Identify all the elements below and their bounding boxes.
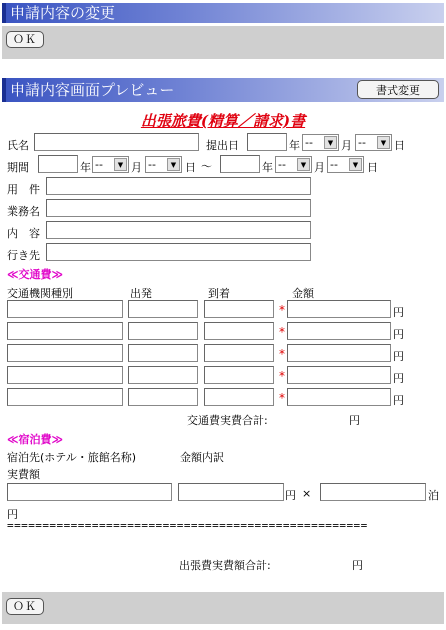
work-name-input[interactable] <box>46 199 311 217</box>
period-end-year-input[interactable] <box>220 155 260 173</box>
content-input[interactable] <box>46 221 311 239</box>
period-end-month-unit: 月 <box>314 161 325 174</box>
lodging-yen-label: 円 <box>285 489 296 502</box>
lodging-separator: =================================================== <box>7 519 368 532</box>
transport-amount-input[interactable] <box>287 344 391 362</box>
transport-section-title: ≪交通費≫ <box>7 268 64 281</box>
period-start-month-unit: 月 <box>131 161 142 174</box>
lodging-nights-input[interactable] <box>320 483 426 501</box>
purpose-label: 用 件 <box>7 183 40 196</box>
transport-header-amount: 金額 <box>292 287 314 300</box>
period-end-month-select[interactable]: -- ▼ <box>275 156 312 173</box>
lodging-unit-price-input[interactable] <box>178 483 284 501</box>
bottom-ok-button[interactable]: ＯＫ <box>6 598 44 615</box>
transport-yen-label: 円 <box>393 350 404 363</box>
transport-type-input[interactable] <box>7 344 123 362</box>
content-label: 内 容 <box>7 227 40 240</box>
grand-total-label: 出張費実費額合計: <box>179 559 271 572</box>
top-ok-button[interactable]: ＯＫ <box>6 31 44 48</box>
submit-day-unit: 日 <box>394 139 405 152</box>
required-mark: * <box>279 391 285 405</box>
submit-date-label: 提出日 <box>206 139 239 152</box>
lodging-nights-unit: 泊 <box>428 489 439 502</box>
required-mark: * <box>279 347 285 361</box>
transport-header-type: 交通機関種別 <box>7 287 73 300</box>
lodging-actual-label: 実費額 <box>7 468 40 481</box>
lodging-breakdown-label: 金額内訳 <box>180 451 224 464</box>
transport-arrival-input[interactable] <box>204 344 274 362</box>
transport-yen-label: 円 <box>393 372 404 385</box>
period-tilde: 〜 <box>201 160 212 173</box>
top-button-bar <box>2 26 444 59</box>
transport-yen-label: 円 <box>393 306 404 319</box>
period-start-month-select[interactable]: -- ▼ <box>92 156 129 173</box>
lodging-section-title: ≪宿泊費≫ <box>7 433 64 446</box>
change-request-title: 申請内容の変更 <box>10 4 116 22</box>
period-start-year-unit: 年 <box>80 161 91 174</box>
required-mark: * <box>279 325 285 339</box>
period-end-day-select[interactable]: -- ▼ <box>327 156 364 173</box>
submit-month-unit: 月 <box>341 139 352 152</box>
name-input[interactable] <box>34 133 199 151</box>
lodging-yen2-label: 円 <box>7 508 18 521</box>
period-end-day-unit: 日 <box>367 161 378 174</box>
work-name-label: 業務名 <box>7 205 40 218</box>
period-start-day-select[interactable]: -- ▼ <box>145 156 182 173</box>
transport-type-input[interactable] <box>7 366 123 384</box>
transport-departure-input[interactable] <box>128 366 198 384</box>
transport-type-input[interactable] <box>7 388 123 406</box>
lodging-times-label: × <box>302 487 312 500</box>
transport-yen-label: 円 <box>393 394 404 407</box>
transport-type-input[interactable] <box>7 300 123 318</box>
transport-arrival-input[interactable] <box>204 388 274 406</box>
transport-type-input[interactable] <box>7 322 123 340</box>
transport-header-departure: 出発 <box>130 287 152 300</box>
transport-arrival-input[interactable] <box>204 322 274 340</box>
lodging-place-input[interactable] <box>7 483 172 501</box>
transport-header-arrival: 到着 <box>208 287 230 300</box>
transport-departure-input[interactable] <box>128 344 198 362</box>
period-end-year-unit: 年 <box>262 161 273 174</box>
name-label: 氏名 <box>7 139 29 152</box>
transport-total-label: 交通費実費合計: <box>187 414 268 427</box>
transport-departure-input[interactable] <box>128 388 198 406</box>
bottom-button-bar <box>2 592 444 624</box>
transport-yen-label: 円 <box>393 328 404 341</box>
period-start-year-input[interactable] <box>38 155 78 173</box>
submit-day-select[interactable]: -- ▼ <box>355 134 392 151</box>
transport-arrival-input[interactable] <box>204 366 274 384</box>
submit-month-select[interactable]: -- ▼ <box>302 134 339 151</box>
purpose-input[interactable] <box>46 177 311 195</box>
transport-amount-input[interactable] <box>287 366 391 384</box>
transport-departure-input[interactable] <box>128 322 198 340</box>
required-mark: * <box>279 303 285 317</box>
destination-label: 行き先 <box>7 249 40 262</box>
submit-year-input[interactable] <box>247 133 287 151</box>
required-mark: * <box>279 369 285 383</box>
transport-arrival-input[interactable] <box>204 300 274 318</box>
period-label: 期間 <box>7 161 29 174</box>
lodging-place-label: 宿泊先(ホテル・旅館名称) <box>7 451 137 464</box>
destination-input[interactable] <box>46 243 311 261</box>
transport-amount-input[interactable] <box>287 388 391 406</box>
preview-title: 申請内容画面プレビュー <box>10 81 175 99</box>
change-format-button[interactable]: 書式変更 <box>357 80 439 99</box>
grand-total-yen: 円 <box>352 559 363 572</box>
period-start-day-unit: 日 <box>185 161 196 174</box>
transport-total-yen: 円 <box>349 414 360 427</box>
transport-amount-input[interactable] <box>287 322 391 340</box>
submit-year-unit: 年 <box>289 139 300 152</box>
form-title: 出張旅費(精算／請求)書 <box>140 112 306 130</box>
change-request-header <box>2 3 444 23</box>
transport-amount-input[interactable] <box>287 300 391 318</box>
transport-departure-input[interactable] <box>128 300 198 318</box>
